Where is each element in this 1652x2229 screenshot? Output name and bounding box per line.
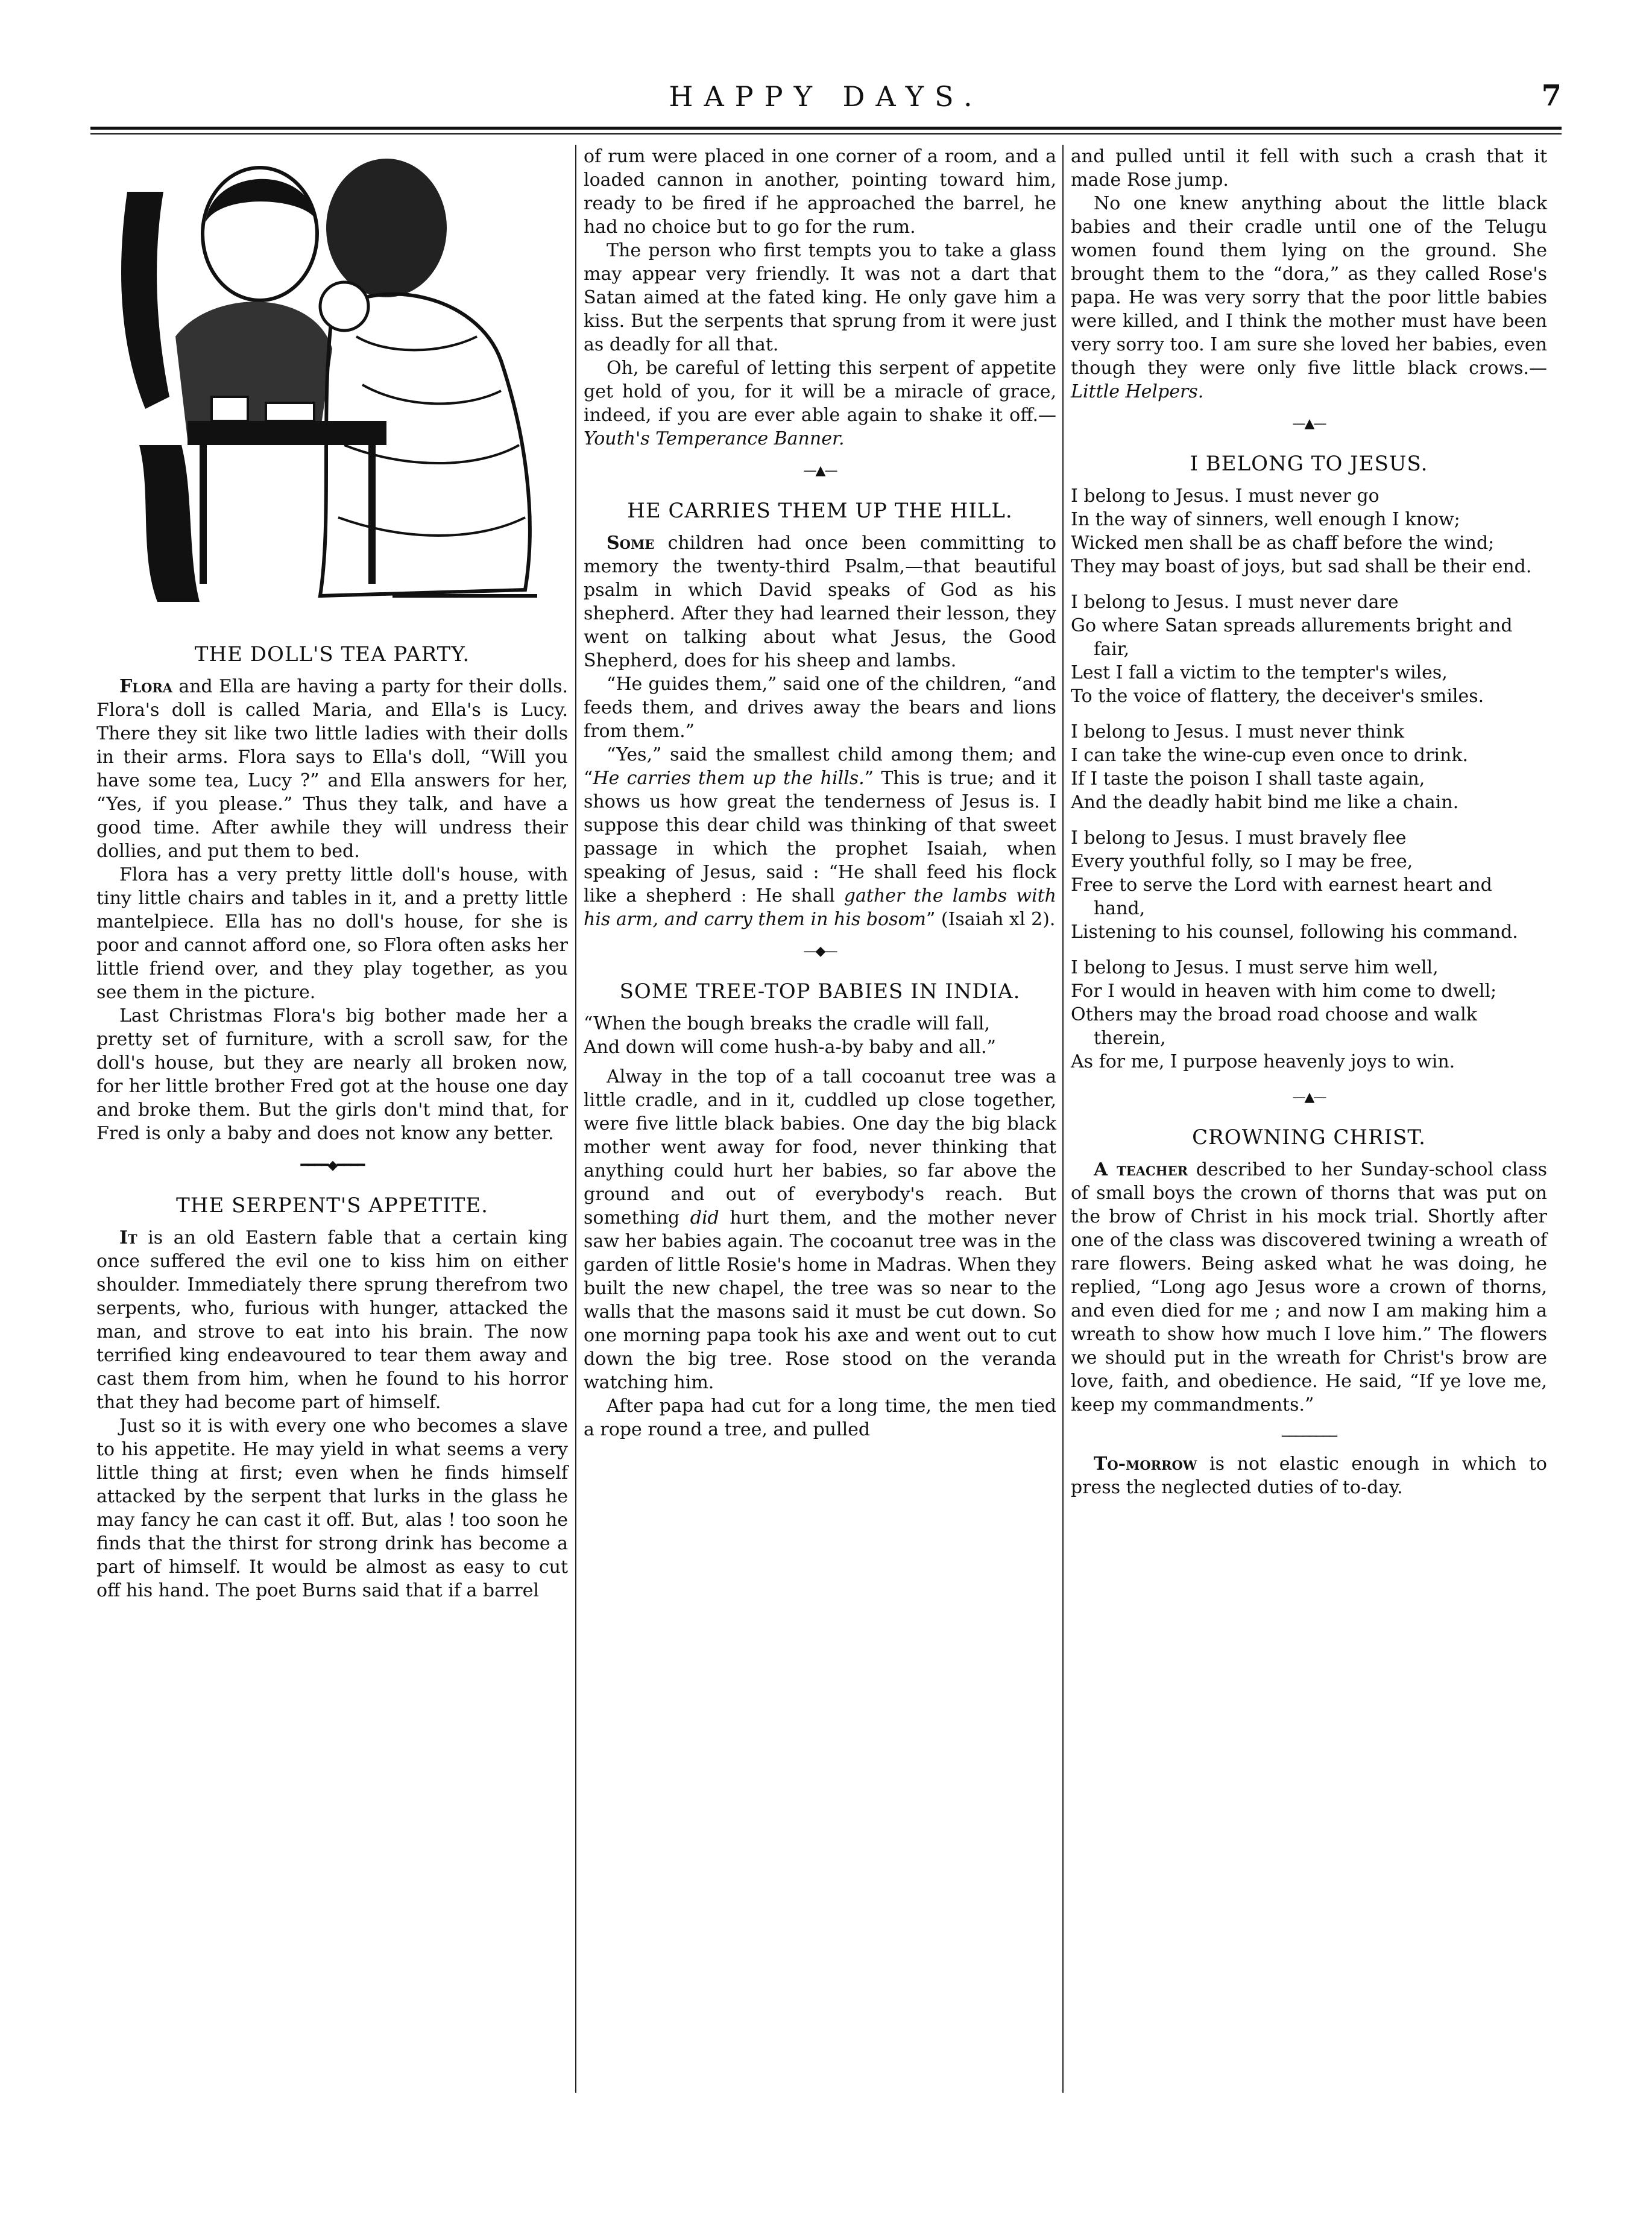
poem-line: Go where Satan spreads allurements bright and fair, [1071, 615, 1513, 660]
poem-line: Listening to his counsel, following his command. [1071, 922, 1518, 943]
serpent-appetite-continuation: of rum were placed in one corner of a room, and a loaded cannon in another, pointing toward him, ready to be fired if he approached the barrel, he had no choice but to go for the rum. [584, 146, 1056, 238]
column-3 [1071, 145, 1547, 1499]
belong-to-jesus-poem [1071, 484, 1547, 1073]
poem-line: I belong to Jesus. I must never think [1071, 721, 1404, 742]
doll-tea-party-paragraph: Flora has a very pretty little doll's house, with tiny little chairs and tables in it, and a pretty little mantelpiece. Ella has no doll's house, for she is poor and cannot afford one, so Flora often asks her little friend over, and they play together, as you see them in the picture. [96, 864, 568, 1003]
poem-line: I can take the wine-cup even once to drink. [1071, 745, 1468, 766]
carries-them-paragraph: Some children had once been committing to memory the twenty-third Psalm,—that beautiful psalm in which David speaks of God as his shepherd. After they had learned their lesson, they went on talking about what Jesus, the Good Shepherd, does for his sheep and lambs. [584, 533, 1056, 671]
serpent-appetite-paragraph: Just so it is with every one who becomes a slave to his appetite. He may yield in what seems a very little thing at first; even when he finds himself attacked by the serpent that lurks in the glass he may fancy he can cast it off. But, alas ! too soon he finds that the thirst for strong drink has become a part of himself. It would be almost as easy to cut off his hand. The poet Burns said that if a barrel [96, 1415, 568, 1601]
tree-top-verse [584, 1012, 1056, 1059]
poem-line: In the way of sinners, well enough I know; [1071, 509, 1460, 530]
poem-stanza [1071, 826, 1547, 944]
poem-line: I belong to Jesus. I must bravely flee [1071, 827, 1407, 849]
poem-line: To the voice of flattery, the deceiver's smiles. [1071, 686, 1484, 707]
verse-line: “When the bough breaks the cradle will fall, [584, 1013, 991, 1034]
tree-top-paragraph: Alway in the top of a tall cocoanut tree was a little cradle, and in it, cuddled up close together, were five little black babies. One day the big black mother went away for food, never thinking that anything could hurt her babies, so far above the ground and out of everybody's reach. But something did hurt them, and the mother never saw her babies again. The cocoanut tree was in the garden of little Rosie's home in Madras. When they built the new chapel, the tree was so near to the walls that the masons said it must be cut down. So one morning papa took his axe and went out to cut down the big tree. Rose stood on the veranda watching him. [584, 1066, 1056, 1393]
crowning-christ-paragraph: A teacher described to her Sunday-school class of small boys the crown of thorns that was put on the brow of Christ in his mock trial. Shortly after one of the class was discovered twining a wreath of rare flowers. Being asked what he was doing, he replied, “Long ago Jesus wore a crown of thorns, and even died for me ; and now I am making him a wreath to show how much I love him.” The flowers we should put in the wreath for Christ's brow are love, faith, and obedience. He said, “If ye love me, keep my commandments.” [1071, 1159, 1547, 1415]
column-2 [584, 145, 1056, 1441]
doll-tea-party-title: THE DOLL'S TEA PARTY. [194, 642, 470, 666]
header-rule [90, 127, 1562, 134]
section-divider: ━━━━◆━━━━ [300, 1158, 364, 1173]
serpent-appetite-paragraph: Oh, be careful of letting this serpent of appetite get hold of you, for it will be a miracle of grace, indeed, if you are ever able again to shake it off.—Youth's Temperance Banner. [584, 358, 1056, 449]
tree-top-continuation: and pulled until it fell with such a crash that it made Rose jump. [1071, 146, 1547, 191]
section-divider: —▲— [1292, 416, 1326, 431]
verse-line: And down will come hush-a-by baby and all.” [584, 1037, 997, 1058]
belong-to-jesus-title: I BELONG TO JESUS. [1190, 452, 1428, 476]
dolls-tea-party-illustration [103, 156, 561, 626]
column-1 [96, 156, 568, 1602]
poem-stanza [1071, 956, 1547, 1073]
serpent-appetite-title: THE SERPENT'S APPETITE. [176, 1194, 488, 1218]
section-divider: —◆— [803, 944, 837, 959]
doll-tea-party-paragraph: Last Christmas Flora's big bother made her a pretty set of furniture, with a scroll saw, for the doll's house, but they are nearly all broken now, for her little brother Fred got at the house one day and broke them. But the girls don't mind that, for Fred is only a baby and does not know any better. [96, 1005, 568, 1144]
poem-line: I belong to Jesus. I must never dare [1071, 592, 1399, 613]
serpent-appetite-paragraph: The person who first tempts you to take a glass may appear very friendly. It was not a dart that Satan aimed at the fated king. He only gave him a kiss. But the serpents that sprung from it were just as deadly for all that. [584, 240, 1056, 355]
poem-line: I belong to Jesus. I must never go [1071, 485, 1379, 507]
poem-line: Others may the broad road choose and walk therein, [1071, 1004, 1477, 1049]
doll-tea-party-paragraph: Flora and Ella are having a party for their dolls. Flora's doll is called Maria, and Ella's is Lucy. There they sit like two little ladies with their dolls in their arms. Flora says to Ella's doll, “Will you have some tea, Lucy ?” and Ella answers for her, “Yes, if you please.” Thus they talk, and have a good time. After awhile they will undress their dollies, and put them to bed. [96, 676, 568, 862]
poem-stanza [1071, 720, 1547, 814]
to-morrow-paragraph: To-morrow is not elastic enough in which to press the neglected duties of to-day. [1071, 1453, 1547, 1498]
poem-line: For I would in heaven with him come to dwell; [1071, 981, 1497, 1002]
tree-top-paragraph: After papa had cut for a long time, the men tied a rope round a tree, and pulled [584, 1396, 1056, 1440]
crowning-christ-title: CROWNING CHRIST. [1192, 1125, 1426, 1149]
section-divider: —▲— [1292, 1090, 1326, 1105]
poem-line: Wicked men shall be as chaff before the wind; [1071, 533, 1495, 554]
section-divider: ──────── [1282, 1429, 1336, 1444]
poem-line: They may boast of joys, but sad shall be their end. [1071, 556, 1532, 577]
poem-line: If I taste the poison I shall taste again, [1071, 768, 1425, 789]
column-divider [575, 145, 576, 2093]
poem-line: Lest I fall a victim to the tempter's wiles, [1071, 662, 1448, 683]
poem-stanza [1071, 590, 1547, 708]
poem-line: As for me, I purpose heavenly joys to win. [1071, 1051, 1455, 1072]
poem-stanza [1071, 484, 1547, 578]
column-divider [1062, 145, 1064, 2093]
tree-top-babies-title: SOME TREE-TOP BABIES IN INDIA. [619, 979, 1021, 1004]
poem-line: I belong to Jesus. I must serve him well, [1071, 957, 1439, 978]
carries-them-title: HE CARRIES THEM UP THE HILL. [627, 499, 1013, 523]
page-number: 7 [1541, 79, 1562, 113]
serpent-appetite-paragraph: It is an old Eastern fable that a certain king once suffered the evil one to kiss him on either shoulder. Immediately there sprung therefrom two serpents, who, furious with hunger, attacked the man, and strove to eat into his brain. The now terrified king endeavoured to tear them away and cast them from him, when he found to his horror that they had become part of himself. [96, 1227, 568, 1413]
poem-line: Every youthful folly, so I may be free, [1071, 851, 1413, 872]
carries-them-paragraph: “Yes,” said the smallest child among them; and “He carries them up the hills.” This is true; and it shows us how great the tenderness of Jesus is. I suppose this dear child was thinking of that sweet passage in which the prophet Isaiah, when speaking of Jesus, said : “He shall feed his flock like a shepherd : He shall gather the lambs with his arm, and carry them in his bosom” (Isaiah xl 2). [584, 744, 1056, 930]
section-divider: —▲— [803, 463, 837, 478]
carries-them-paragraph: “He guides them,” said one of the children, “and feeds them, and drives away the bears and lions from them.” [584, 674, 1056, 742]
poem-line: And the deadly habit bind me like a chain. [1071, 792, 1459, 813]
tree-top-paragraph: No one knew anything about the little black babies and their cradle until one of the Telugu women found them lying on the ground. She brought them to the “dora,” as they called Rose's papa. He was very sorry that the poor little babies were killed, and I think the mother must have been very sorry too. I am sure she loved her babies, even though they were only five little black crows.—Little Helpers. [1071, 193, 1547, 402]
poem-line: Free to serve the Lord with earnest heart and hand, [1071, 874, 1492, 919]
masthead [90, 75, 1562, 118]
masthead-title: HAPPY DAYS. [669, 80, 983, 113]
